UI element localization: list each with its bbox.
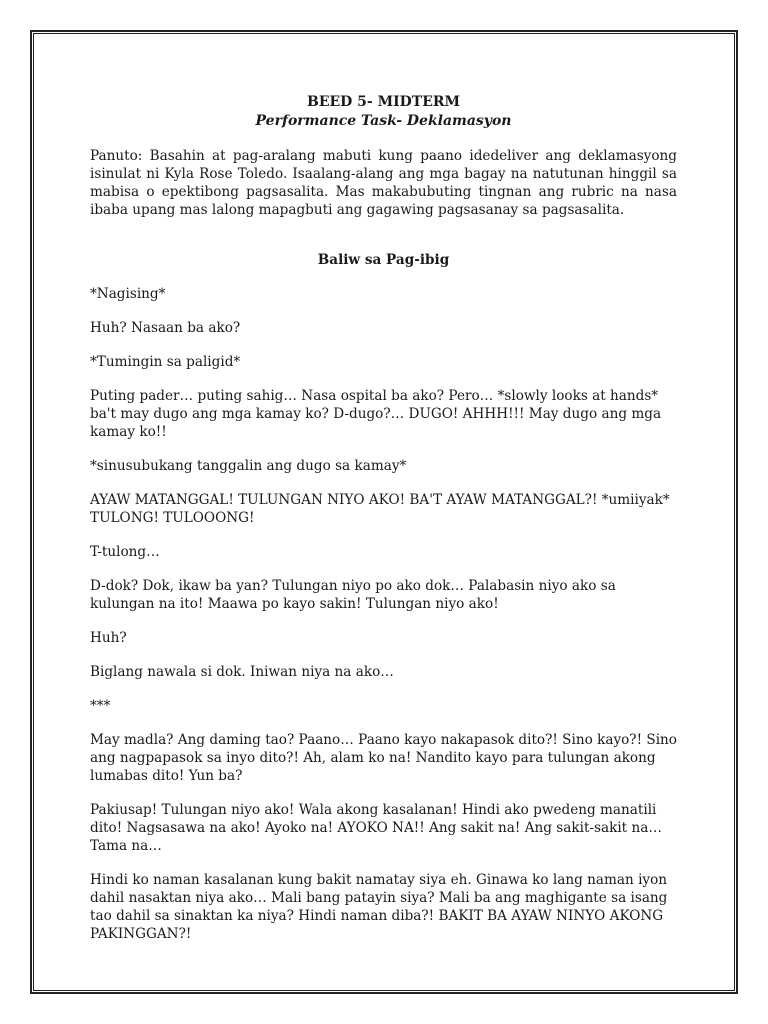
script-line: D-dok? Dok, ikaw ba yan? Tulungan niyo po ako dok… Palabasin niyo ako sa kulungan na ito! Maawa po kayo sakin! Tulungan niyo ako! [90, 578, 616, 612]
scene-break: *** [90, 698, 111, 714]
script-line: Huh? Nasaan ba ako? [90, 320, 241, 336]
script-line: *Nagising* [90, 286, 166, 302]
instructions-paragraph: Panuto: Basahin at pag-aralang mabuti kung paano idedeliver ang deklamasyong isinulat ni Kyla Rose Toledo. Isaalang-alang ang mga bagay na natutunan hinggil sa mabisa o epektibong pagsasalita. Mas makabubuting tingnan ang rubric na nasa ibaba upang mas lalong mapagbuti ang gagawing pagsasanay sa pagsasalita. [90, 148, 677, 218]
script-line: Pakiusap! Tulungan niyo ako! Wala akong kasalanan! Hindi ako pwedeng manatili dito! Nagsasawa na ako! Ayoko na! AYOKO NA!! Ang sakit na! Ang sakit-sakit na… Tama na… [90, 802, 662, 854]
script-line: T-tulong… [90, 544, 160, 560]
script-line: Biglang nawala si dok. Iniwan niya na ako… [90, 664, 394, 680]
document-body [90, 93, 677, 943]
script-line: Huh? [90, 630, 127, 646]
script-line: May madla? Ang daming tao? Paano… Paano kayo nakapasok dito?! Sino kayo?! Sino ang nagpapasok sa inyo dito?! Ah, alam ko na! Nandito kayo para tulungan akong lumabas dito! Yun ba? [90, 732, 677, 784]
script-line: AYAW MATANGGAL! TULUNGAN NIYO AKO! BA'T AYAW MATANGGAL?! *umiiyak* TULONG! TULOOONG! [90, 492, 670, 526]
script-line: *Tumingin sa paligid* [90, 354, 241, 370]
script-line: Puting pader… puting sahig… Nasa ospital ba ako? Pero… *slowly looks at hands* ba't may dugo ang mga kamay ko? D-dugo?… DUGO! AHHH!!! May dugo ang mga kamay ko!! [90, 388, 662, 440]
document-subtitle: Performance Task- Deklamasyon [255, 113, 512, 129]
script-line: *sinusubukang tanggalin ang dugo sa kamay* [90, 458, 407, 474]
document-title: BEED 5- MIDTERM [306, 94, 461, 110]
piece-title: Baliw sa Pag-ibig [317, 252, 450, 268]
script-line: Hindi ko naman kasalanan kung bakit namatay siya eh. Ginawa ko lang naman iyon dahil nasaktan niya ako… Mali bang patayin siya? Mali ba ang maghigante sa isang tao dahil sa sinaktan ka niya? Hindi naman diba?! BAKIT BA AYAW NINYO AKONG PAKINGGAN?! [90, 872, 668, 942]
